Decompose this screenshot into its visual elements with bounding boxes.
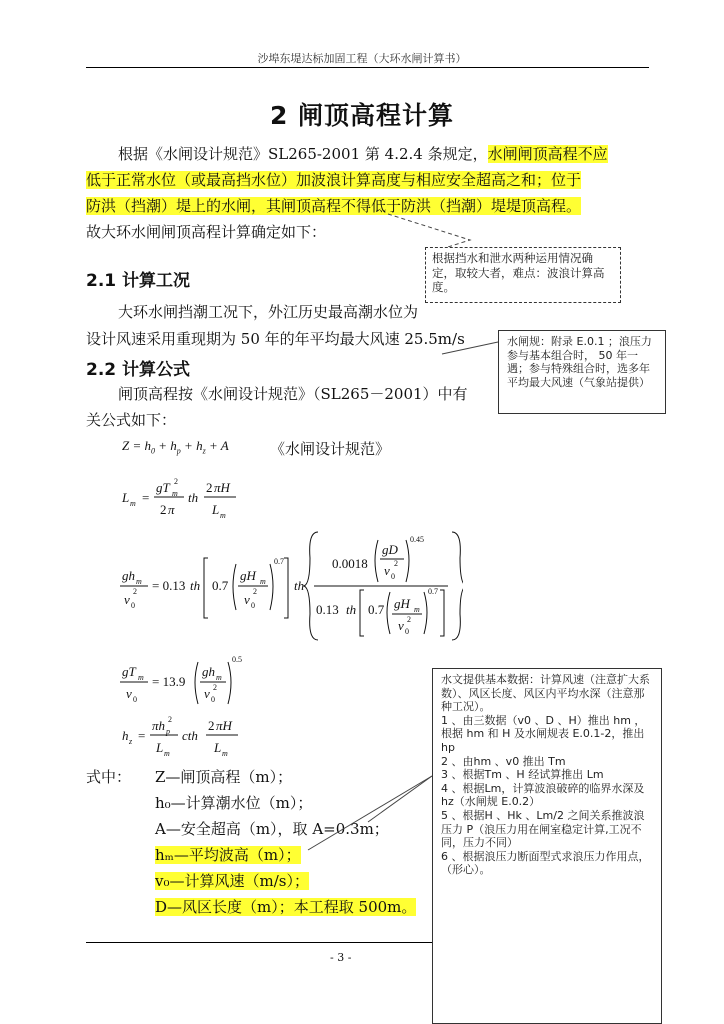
intro-highlight-3: 防洪（挡潮）堤上的水闸，其闸顶高程不得低于防洪（挡潮）堤堤顶高程。 bbox=[86, 197, 582, 215]
svg-text:2: 2 bbox=[168, 715, 172, 724]
intro-highlight-2: 低于正常水位（或最高挡水位）加波浪计算高度与相应安全超高之和；位于 bbox=[86, 171, 582, 189]
svg-text:th: th bbox=[346, 602, 357, 617]
section2-line-1: 闸顶高程按《水闸设计规范》（SL265－2001）中有 bbox=[118, 385, 468, 403]
def-a: A—安全超高（m），取 A=0.3m； bbox=[155, 820, 389, 838]
svg-text:0: 0 bbox=[405, 627, 409, 636]
note3-line-2: 2 、由hm 、v0 推出 Tm bbox=[441, 754, 566, 768]
note3-connector-b bbox=[308, 776, 432, 850]
note3-line-5: 5 、根据H 、Hk 、Lm/2 之间关系推波浪压力 P（浪压力用在闸室稳定计算,工况不同，压力不同） bbox=[441, 808, 645, 850]
svg-text:π: π bbox=[168, 502, 175, 517]
svg-text:0.7: 0.7 bbox=[428, 587, 438, 596]
def-hm: hₘ—平均波高（m）； bbox=[155, 846, 301, 864]
svg-text:2: 2 bbox=[253, 587, 257, 596]
svg-text:0: 0 bbox=[391, 572, 395, 581]
svg-text:πh: πh bbox=[152, 718, 166, 733]
svg-text:0.7: 0.7 bbox=[212, 578, 229, 593]
svg-text:th: th bbox=[190, 578, 201, 593]
svg-text:gD: gD bbox=[382, 542, 398, 557]
note3-line-0: 水文提供基本数据：计算风速（注意扩大系数）、风区长度、风区内平均水深（注意那种工况）。 bbox=[441, 673, 650, 714]
svg-text:m: m bbox=[164, 749, 170, 758]
svg-text:= 13.9: = 13.9 bbox=[152, 674, 186, 689]
svg-text:L: L bbox=[122, 490, 130, 505]
formula-z: $Z = h_0 + h_p + h_z + A$ bbox=[122, 438, 229, 456]
svg-text:2: 2 bbox=[208, 718, 215, 733]
svg-text:gh: gh bbox=[202, 664, 215, 679]
svg-text:m: m bbox=[172, 489, 178, 498]
svg-text:2: 2 bbox=[213, 683, 217, 692]
note3-line-4: 4 、根据Lm，计算波浪破碎的临界水深及 hz（水闸规 E.0.2） bbox=[441, 781, 645, 809]
comment-note-1[interactable]: 根据挡水和泄水两种运用情况确定，取较大者，难点：波浪计算高度。 bbox=[425, 247, 621, 303]
formula-reference: 《水闸设计规范》 bbox=[270, 440, 391, 458]
svg-text:2: 2 bbox=[407, 615, 411, 624]
svg-text:L: L bbox=[156, 740, 164, 755]
svg-text:= 0.13: = 0.13 bbox=[152, 578, 186, 593]
page-title: 2 闸顶高程计算 bbox=[269, 101, 455, 130]
def-h0: h₀—计算潮水位（m）； bbox=[155, 794, 313, 812]
svg-text:h: h bbox=[122, 728, 129, 743]
svg-text:=: = bbox=[138, 728, 146, 743]
page-number: - 3 - bbox=[330, 951, 352, 964]
svg-text:πH: πH bbox=[216, 718, 232, 733]
svg-text:2: 2 bbox=[133, 587, 137, 596]
svg-text:=: = bbox=[142, 490, 150, 505]
section-heading-2-2: 2.2 计算公式 bbox=[86, 360, 191, 380]
svg-text:0.45: 0.45 bbox=[410, 535, 424, 544]
svg-text:cth: cth bbox=[182, 728, 198, 743]
svg-text:0.5: 0.5 bbox=[232, 655, 242, 664]
svg-text:m: m bbox=[136, 577, 142, 586]
note2-connector bbox=[442, 342, 498, 354]
note3-connector-a bbox=[368, 776, 432, 822]
svg-text:0.7: 0.7 bbox=[368, 602, 385, 617]
svg-text:m: m bbox=[216, 673, 222, 682]
svg-text:p: p bbox=[166, 727, 170, 736]
section1-line-1: 大环水闸挡潮工况下，外江历史最高潮水位为 bbox=[118, 303, 419, 321]
svg-text:L: L bbox=[214, 740, 222, 755]
note3-line-6: 6 、根据浪压力断面型式求浪压力作用点，（形心）。 bbox=[441, 849, 650, 877]
svg-text:th: th bbox=[188, 490, 199, 505]
intro-text: 根据《水闸设计规范》SL265-2001 第 4.2.4 条规定， bbox=[118, 145, 488, 163]
svg-text:2: 2 bbox=[206, 480, 213, 495]
svg-text:0.0018: 0.0018 bbox=[332, 556, 368, 571]
svg-text:0: 0 bbox=[131, 601, 135, 610]
svg-text:2: 2 bbox=[394, 559, 398, 568]
svg-text:gH: gH bbox=[240, 568, 256, 583]
svg-text:v: v bbox=[126, 686, 132, 701]
def-z: Z—闸顶高程（m）； bbox=[155, 768, 293, 786]
section-heading-2-1: 2.1 计算工况 bbox=[86, 271, 191, 291]
svg-text:πH: πH bbox=[214, 480, 230, 495]
svg-text:L: L bbox=[212, 502, 220, 517]
svg-text:z: z bbox=[129, 737, 133, 746]
svg-text:0: 0 bbox=[251, 601, 255, 610]
svg-text:m: m bbox=[222, 749, 228, 758]
svg-text:m: m bbox=[220, 511, 226, 520]
svg-text:v: v bbox=[124, 592, 130, 607]
comment-note-3[interactable] bbox=[432, 668, 662, 1024]
svg-text:gh: gh bbox=[122, 568, 135, 583]
svg-text:0: 0 bbox=[133, 695, 137, 704]
svg-text:th: th bbox=[294, 578, 305, 593]
comment-note-2[interactable]: 水闸规：附录 E.0.1 ；浪压力参与基本组合时， 50 年一遇；参与特殊组合时，选多年平均最大风速（气象站提供） bbox=[498, 330, 666, 414]
svg-text:0.13: 0.13 bbox=[316, 602, 339, 617]
section1-line-2: 设计风速采用重现期为 50 年的年平均最大风速 25.5m/s bbox=[86, 330, 465, 348]
page-header: 沙埠东堤达标加固工程（大环水闸计算书） bbox=[257, 52, 467, 65]
definitions-label: 式中： bbox=[86, 768, 132, 786]
svg-text:0: 0 bbox=[211, 695, 215, 704]
svg-text:m: m bbox=[414, 605, 420, 614]
def-d: D—风区长度（m）；本工程取 500m。 bbox=[155, 898, 417, 916]
svg-text:v: v bbox=[398, 618, 404, 633]
svg-text:0.7: 0.7 bbox=[274, 557, 284, 566]
note3-line-3: 3 、根据Tm 、H 经试算推出 Lm bbox=[441, 768, 604, 782]
note3-line-1: 1 、由三数据（v0 、D 、H）推出 hm ，根据 hm 和 H 及水闸规表 E.0.1-2，推出 hp bbox=[441, 713, 646, 754]
svg-text:v: v bbox=[204, 686, 210, 701]
svg-text:gH: gH bbox=[394, 596, 410, 611]
def-v0: v₀—计算风速（m/s）； bbox=[155, 872, 309, 890]
svg-text:m: m bbox=[130, 499, 136, 508]
intro-highlight-1: 水闸闸顶高程不应 bbox=[487, 145, 608, 163]
svg-text:gT: gT bbox=[122, 664, 136, 679]
section2-line-2: 关公式如下： bbox=[86, 411, 177, 429]
svg-text:v: v bbox=[384, 563, 390, 578]
svg-text:gT: gT bbox=[156, 480, 170, 495]
svg-text:v: v bbox=[244, 592, 250, 607]
svg-text:m: m bbox=[260, 577, 266, 586]
svg-text:m: m bbox=[138, 673, 144, 682]
svg-text:2: 2 bbox=[160, 502, 167, 517]
intro-line-4: 故大环水闸闸顶高程计算确定如下： bbox=[86, 223, 327, 241]
svg-text:2: 2 bbox=[174, 477, 178, 486]
